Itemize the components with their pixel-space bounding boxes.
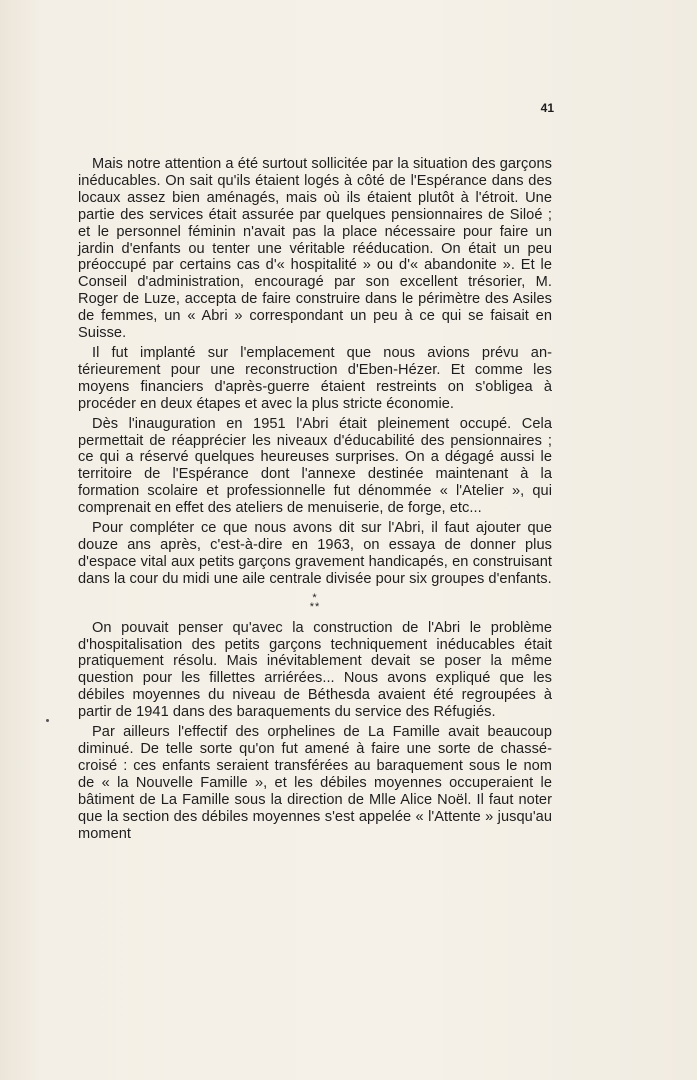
paragraph-4: Pour compléter ce que nous avons dit sur l'Abri, il faut ajouter que douze ans après, c'est-à-dire en 1963, on essaya de donner plus d'espace vital aux petits garçons gravement handicapés, en construisant dans la cour du midi une aile centrale divisée pour six groupes d'enfants. (78, 520, 552, 587)
paragraph-3: Dès l'inauguration en 1951 l'Abri était pleinement occupé. Cela permettait de réapprécier les niveaux d'éducabilité des pensionnaires ; ce qui a réservé quelques heureuses surprises. On a dégagé aussi le territoire de l'Espérance dont l'annexe destinée maintenant à la formation scolaire et professionnelle fut dénommée « l'Atelier », qui comprenait en effet des ateliers de menuiserie, de forge, etc... (78, 415, 552, 517)
section-separator (78, 591, 552, 613)
asterism-top: * (312, 591, 318, 604)
margin-speck (46, 719, 49, 722)
page-number: 41 (540, 101, 554, 115)
body-text (78, 156, 552, 842)
paragraph-5: On pouvait penser qu'avec la construction de l'Abri le problème d'hospitalisation des petits garçons techniquement inéducables était pratiquement résolu. Mais inévitablement devait se poser la même question pour les fillettes arriérées... Nous avons expliqué que les débiles moyennes du niveau de Béthesda avaient été regroupées à partir de 1941 dans des baraquements du service des Réfugiés. (78, 619, 552, 721)
paragraph-6: Par ailleurs l'effectif des orphelines de La Famille avait beaucoup diminué. De telle sorte qu'on fut amené à faire une sorte de chassé-croisé : ces enfants seraient transférées au baraquement sous le nom de « la Nouvelle Famille », et les débiles moyennes occuperaient le bâtiment de La Famille sous la direction de Mlle Alice Noël. Il faut noter que la section des débiles moyennes s'est appelée « l'Attente » jusqu'au moment (78, 724, 552, 842)
paragraph-1: Mais notre attention a été surtout sollicitée par la situation des garçons inéducables. On sait qu'ils étaient logés à côté de l'Espérance dans des locaux assez bien aménagés, mais où ils étaient plutôt à l'étroit. Une partie des services était assurée par quelques pensionnaires de Siloé ; et le personnel féminin n'avait pas la place nécessaire pour faire un jardin d'enfants ou tenter une véritable rééducation. On était un peu préoccupé par certains cas d'« hospitalité » ou d'« abandonite ». Et le Conseil d'administration, encouragé par son excellent trésorier, M. Roger de Luze, accepta de faire construire dans le périmètre des Asiles de femmes, un « Abri » correspondant un peu à ce qui se faisait en Suisse. (78, 156, 552, 342)
paragraph-2: Il fut implanté sur l'emplacement que nous avions prévu antérieurement pour une reconstruction d'Eben-Hézer. Et comme les moyens financiers d'après-guerre étaient restreints on s'obligea à procéder en deux étapes et avec la plus stricte économie. (78, 344, 552, 412)
asterism-bottom: ** (309, 600, 321, 613)
